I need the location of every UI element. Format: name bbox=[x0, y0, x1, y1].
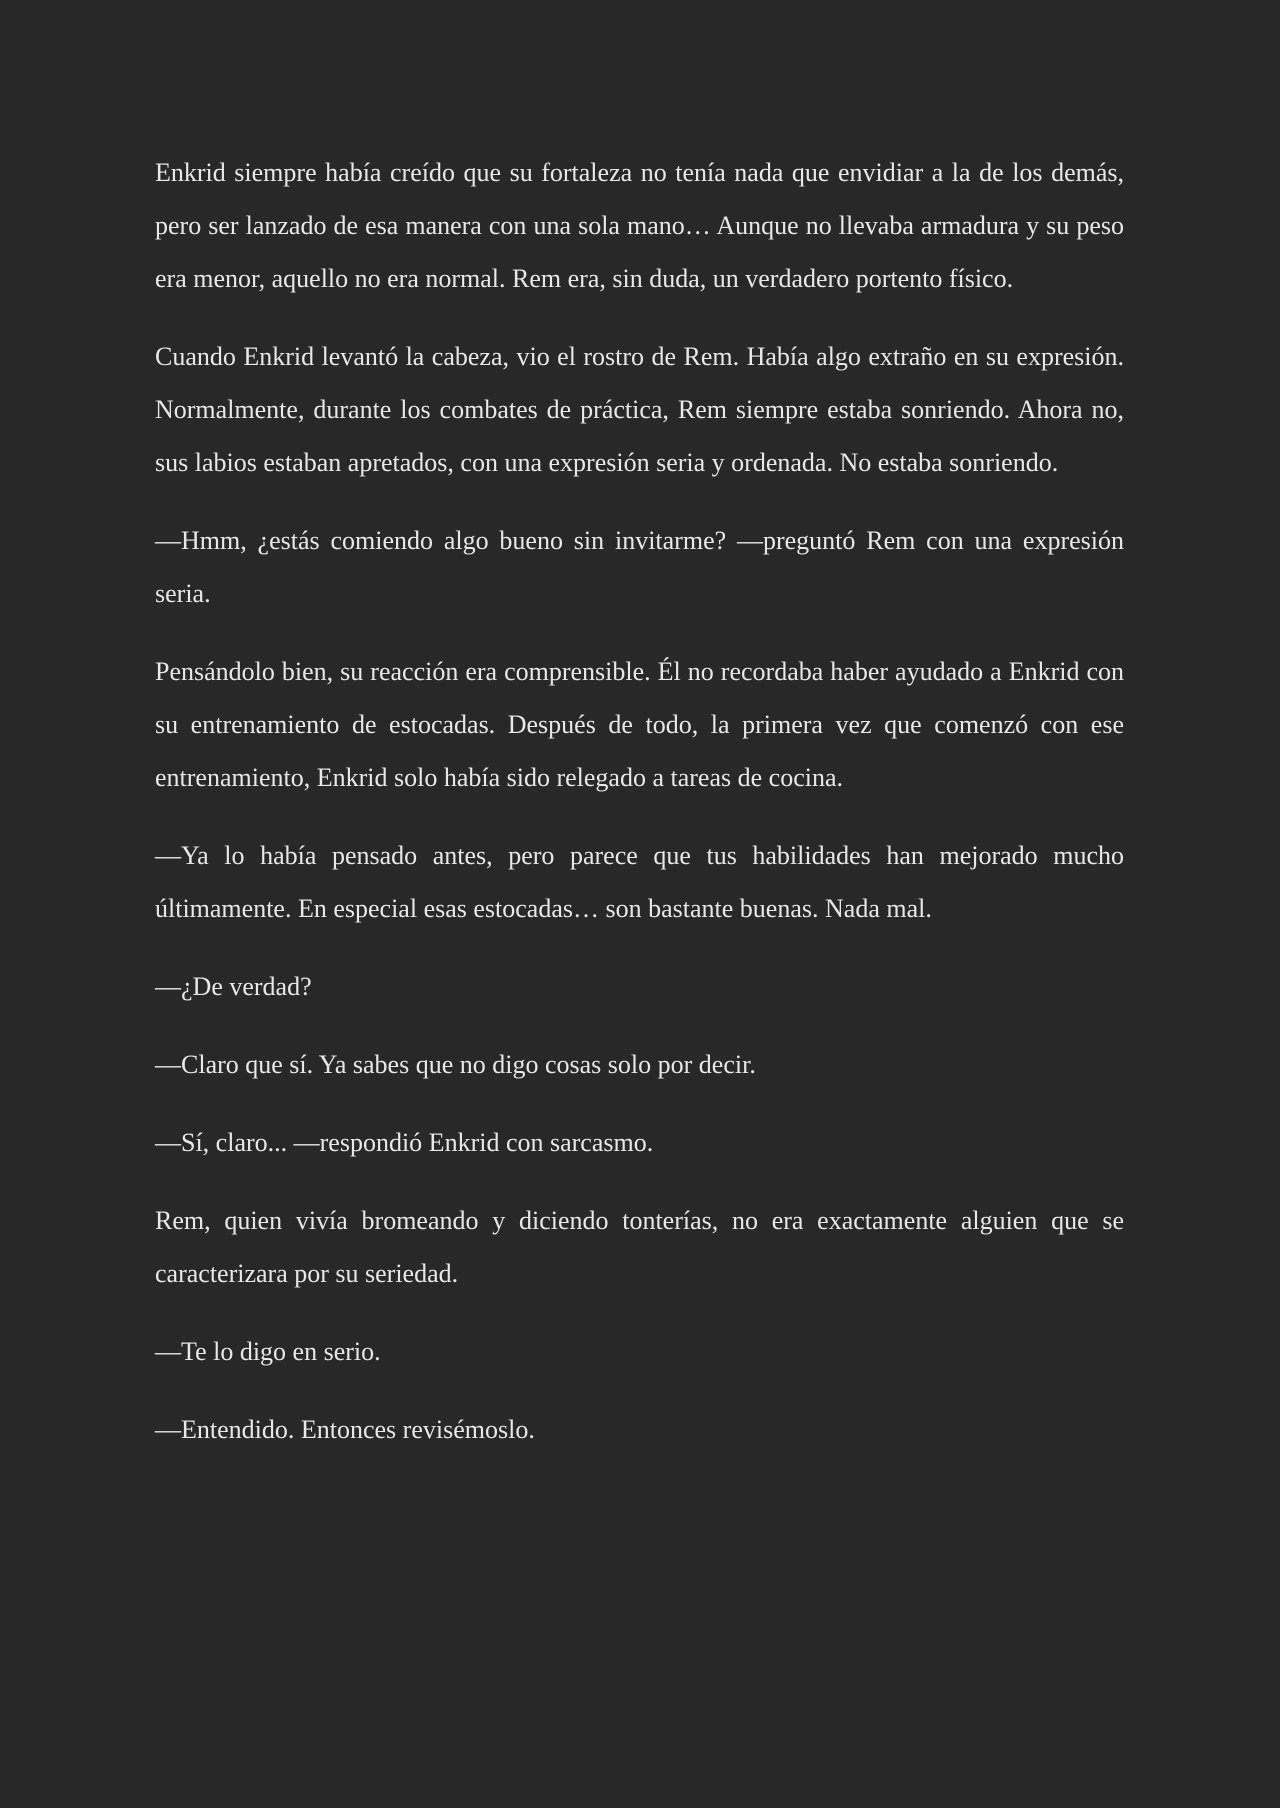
paragraph: —Claro que sí. Ya sabes que no digo cosas solo por decir. bbox=[155, 1050, 756, 1079]
paragraph: Pensándolo bien, su reacción era comprensible. Él no recordaba haber ayudado a Enkrid con su entrenamiento de estocadas. Después de todo, la primera vez que comenzó con ese entrenamiento, Enkrid solo había sido relegado a tareas de cocina. bbox=[155, 657, 1124, 792]
paragraph: Cuando Enkrid levantó la cabeza, vio el rostro de Rem. Había algo extraño en su expresión. Normalmente, durante los combates de práctica, Rem siempre estaba sonriendo. Ahora no, sus labios estaban apretados, con una expresión seria y ordenada. No estaba sonriendo. bbox=[155, 342, 1124, 477]
paragraph: —Hmm, ¿estás comiendo algo bueno sin invitarme? —preguntó Rem con una expresión seria. bbox=[155, 526, 1124, 608]
paragraph: —Entendido. Entonces revisémoslo. bbox=[155, 1415, 535, 1444]
paragraph: —Sí, claro... —respondió Enkrid con sarcasmo. bbox=[155, 1128, 654, 1157]
paragraph: —Ya lo había pensado antes, pero parece que tus habilidades han mejorado mucho últimamente. En especial esas estocadas… son bastante buenas. Nada mal. bbox=[155, 841, 1124, 923]
paragraph: Enkrid siempre había creído que su fortaleza no tenía nada que envidiar a la de los demás, pero ser lanzado de esa manera con una sola mano… Aunque no llevaba armadura y su peso era menor, aquello no era normal. Rem era, sin duda, un verdadero portento físico. bbox=[155, 158, 1124, 293]
paragraph: —Te lo digo en serio. bbox=[155, 1337, 381, 1366]
paragraph: —¿De verdad? bbox=[155, 972, 312, 1001]
chapter-text bbox=[155, 146, 1124, 1456]
paragraph: Rem, quien vivía bromeando y diciendo tonterías, no era exactamente alguien que se caracterizara por su seriedad. bbox=[155, 1206, 1124, 1288]
